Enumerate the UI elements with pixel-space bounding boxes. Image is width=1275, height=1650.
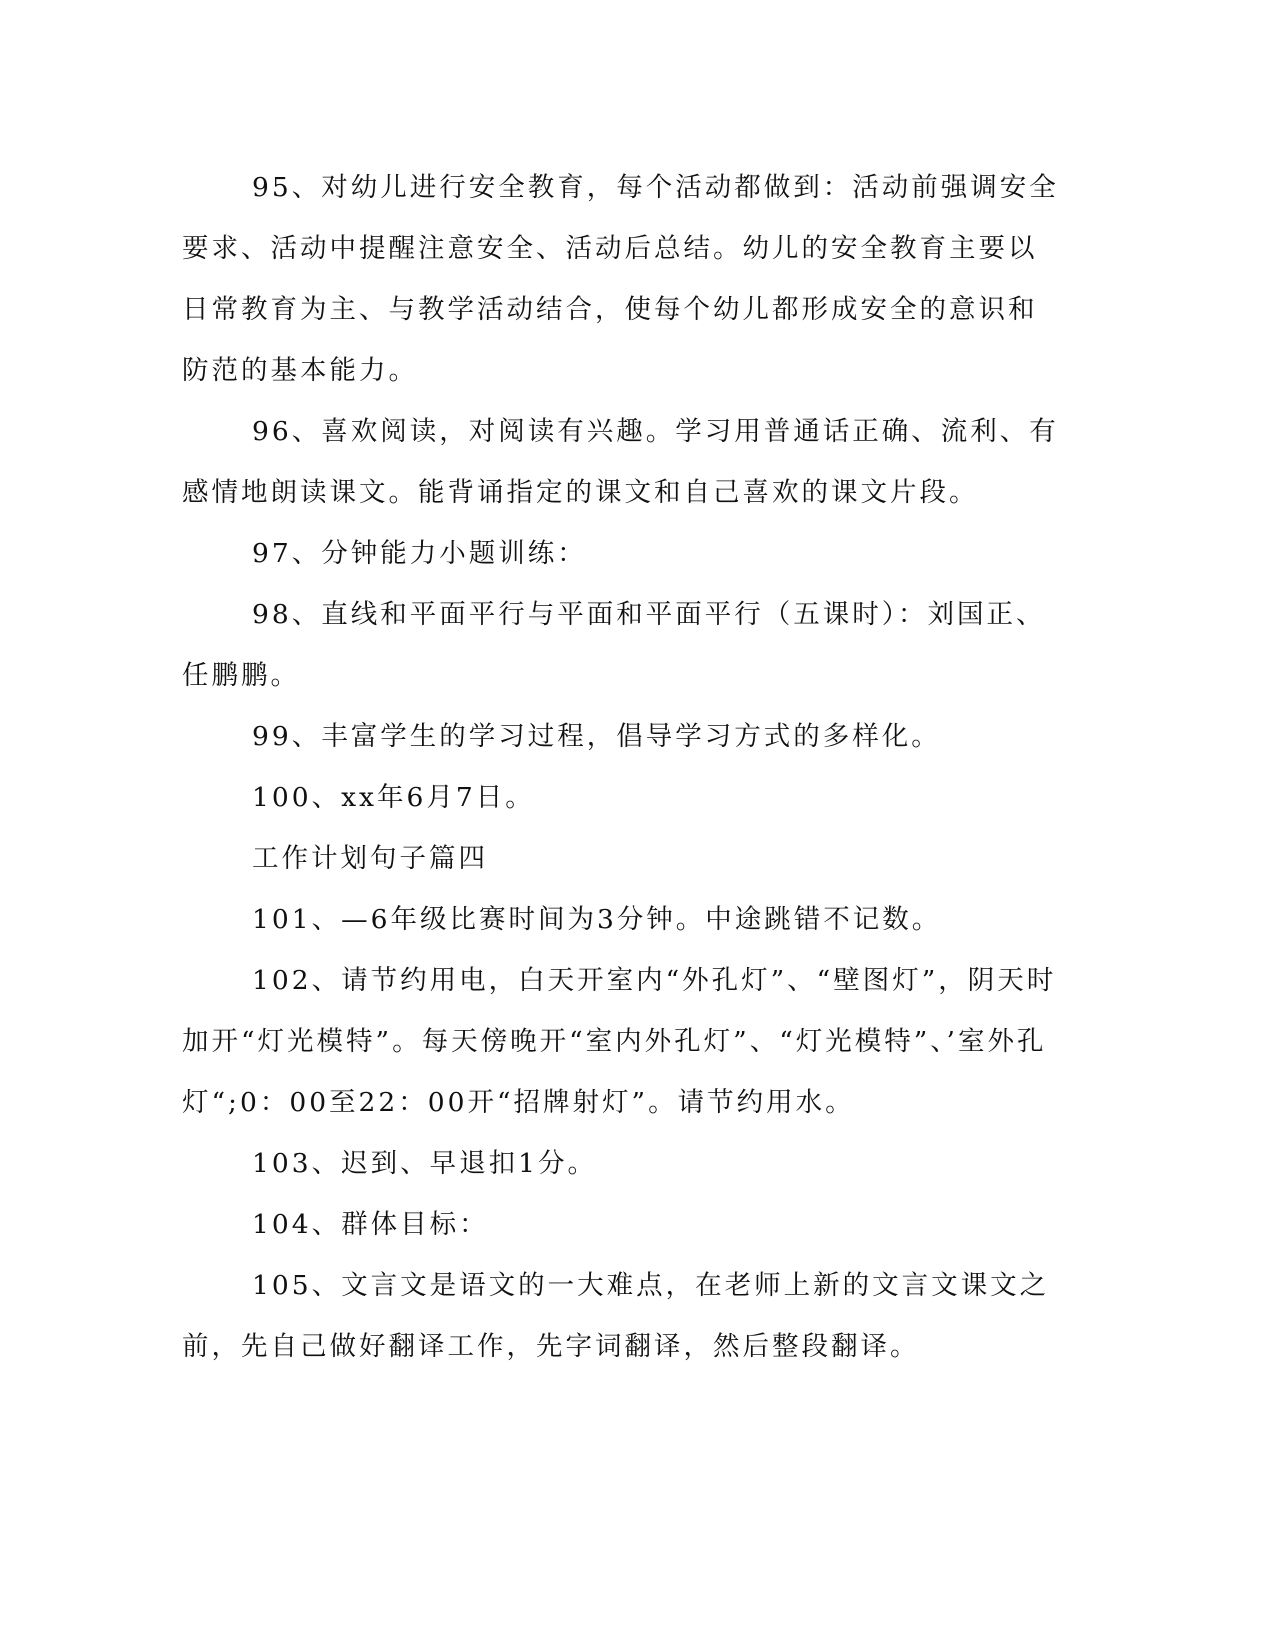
document-body xyxy=(182,157,1062,1377)
paragraph-99: 99、丰富学生的学习过程，倡导学习方式的多样化。 xyxy=(252,721,941,752)
paragraph-102: 102、请节约用电，白天开室内“外孔灯”、“壁图灯”，阴天时加开“灯光模特”。每天傍晚开“室内外孔灯”、“灯光模特”、’室外孔灯“;0：00至22：00开“招牌射灯”。请节约用水。 xyxy=(182,965,1057,1118)
paragraph-96: 96、喜欢阅读，对阅读有兴趣。学习用普通话正确、流利、有感情地朗读课文。能背诵指定的课文和自己喜欢的课文片段。 xyxy=(182,416,1059,508)
paragraph-101: 101、—6年级比赛时间为3分钟。中途跳错不记数。 xyxy=(252,904,942,935)
paragraph-103: 103、迟到、早退扣1分。 xyxy=(252,1148,597,1179)
section-heading: 工作计划句子篇四 xyxy=(252,843,488,874)
paragraph-95: 95、对幼儿进行安全教育，每个活动都做到：活动前强调安全要求、活动中提醒注意安全、活动后总结。幼儿的安全教育主要以日常教育为主、与教学活动结合，使每个幼儿都形成安全的意识和防范的基本能力。 xyxy=(182,172,1059,386)
paragraph-97: 97、分钟能力小题训练： xyxy=(252,538,587,569)
paragraph-100: 100、xx年6月7日。 xyxy=(252,782,535,813)
paragraph-105: 105、文言文是语文的一大难点，在老师上新的文言文课文之前，先自己做好翻译工作，先字词翻译，然后整段翻译。 xyxy=(182,1270,1050,1362)
paragraph-104: 104、群体目标： xyxy=(252,1209,489,1240)
paragraph-98: 98、直线和平面平行与平面和平面平行（五课时）：刘国正、任鹏鹏。 xyxy=(182,599,1046,691)
